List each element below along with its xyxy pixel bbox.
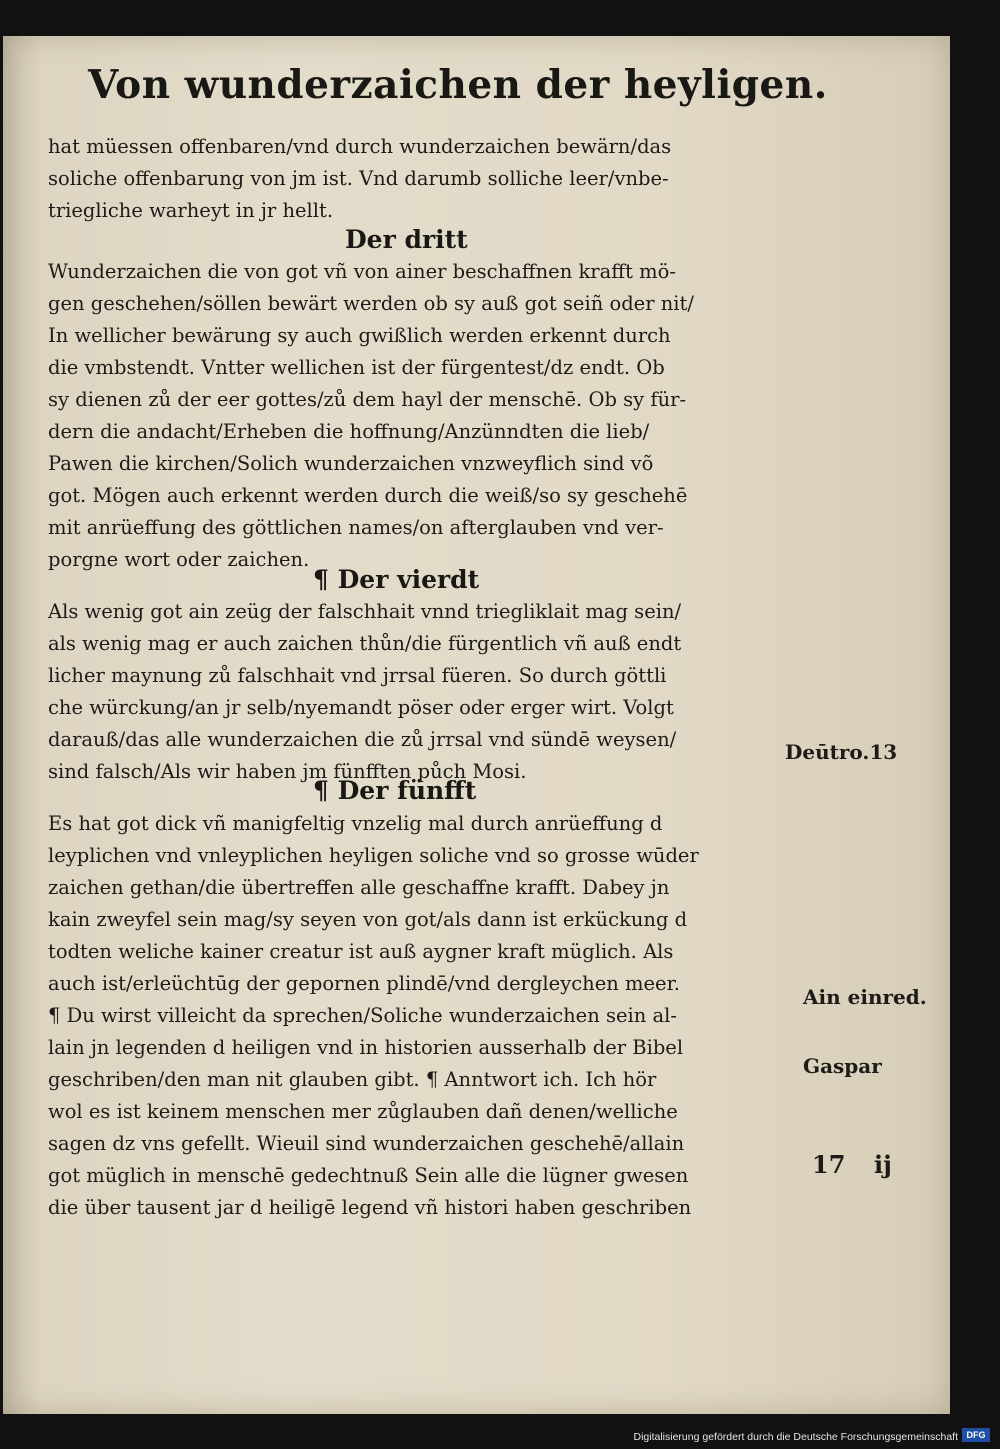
margin-note-deuteronomy: Deūtro.13 <box>785 740 898 764</box>
digitization-credit: Digitalisierung gefördert durch die Deutsche Forschungsgemeinschaft <box>633 1431 958 1443</box>
text-line: lain jn legenden d heiligen vnd in historien ausserhalb der Bibel <box>48 1036 684 1059</box>
text-line: auch ist/erleüchtūg der gepornen plindē/vnd dergleychen meer. <box>48 972 680 995</box>
text-line: sind falsch/Als wir haben jm fünfften půch Mosi. <box>48 760 527 783</box>
text-line: Es hat got dick vñ manigfeltig vnzelig mal durch anrüeffung d <box>48 812 663 835</box>
running-header: Von wunderzaichen der heyligen. <box>88 62 828 108</box>
text-line: sagen dz vns gefellt. Wieuil sind wunderzaichen geschehē/allain <box>48 1132 685 1155</box>
text-line: mit anrüeffung des göttlichen names/on afterglauben vnd ver- <box>48 516 664 539</box>
text-line: wol es ist keinem menschen mer zůglauben dañ denen/welliche <box>48 1100 678 1123</box>
text-line: triegliche warheyt in jr hellt. <box>48 199 334 222</box>
text-line: kain zweyfel sein mag/sy seyen von got/als dann ist erkückung d <box>48 908 688 931</box>
text-line: got müglich in menschē gedechtnuß Sein alle die lügner gwesen <box>48 1164 689 1187</box>
text-line: got. Mögen auch erkennt werden durch die weiß/so sy geschehē <box>48 484 688 507</box>
margin-note-objection: Ain einred. <box>803 985 927 1009</box>
text-line: die vmbstendt. Vntter wellichen ist der fürgentest/dz endt. Ob <box>48 356 665 379</box>
text-line: sy dienen zů der eer gottes/zů dem hayl der menschē. Ob sy für- <box>48 388 687 411</box>
section-heading-vierdt: ¶ Der vierdt <box>313 565 480 594</box>
text-line: dern die andacht/Erheben die hoffnung/Anzünndten die lieb/ <box>48 420 650 443</box>
text-line: In wellicher bewärung sy auch gwißlich werden erkennt durch <box>48 324 671 347</box>
text-line: todten weliche kainer creatur ist auß aygner kraft müglich. Als <box>48 940 674 963</box>
text-line: ¶ Du wirst villeicht da sprechen/Soliche wunderzaichen sein al- <box>48 1004 677 1027</box>
signature-mark-sub: ij <box>874 1150 892 1179</box>
text-line: geschriben/den man nit glauben gibt. ¶ Anntwort ich. Ich hör <box>48 1068 657 1091</box>
text-line: che würckung/an jr selb/nyemandt pöser oder erger wirt. Volgt <box>48 696 674 719</box>
section-heading-dritt: Der dritt <box>345 225 468 254</box>
text-line: Wunderzaichen die von got vñ von ainer beschaffnen krafft mö- <box>48 260 676 283</box>
text-line: soliche offenbarung von jm ist. Vnd darumb solliche leer/vnbe- <box>48 167 669 190</box>
margin-note-gaspar: Gaspar <box>803 1054 882 1078</box>
dfg-logo: DFG <box>962 1428 990 1442</box>
section-heading-fuenfft: ¶ Der fünfft <box>313 776 477 805</box>
text-line: leyplichen vnd vnleyplichen heyligen soliche vnd so grosse wūder <box>48 844 699 867</box>
text-line: licher maynung zů falschhait vnd jrrsal füeren. So durch göttli <box>48 664 667 687</box>
text-line: gen geschehen/söllen bewärt werden ob sy auß got seiñ oder nit/ <box>48 292 694 315</box>
text-line: die über tausent jar d heiligē legend vñ histori haben geschriben <box>48 1196 692 1219</box>
text-line: Als wenig got ain zeüg der falschhait vnnd triegliklait mag sein/ <box>48 600 682 623</box>
signature-mark: 17 <box>812 1150 846 1179</box>
text-line: darauß/das alle wunderzaichen die zů jrrsal vnd sündē weysen/ <box>48 728 677 751</box>
text-line: hat müessen offenbaren/vnd durch wunderzaichen bewärn/das <box>48 135 672 158</box>
text-line: zaichen gethan/die übertreffen alle geschaffne krafft. Dabey jn <box>48 876 670 899</box>
text-line: als wenig mag er auch zaichen thůn/die fürgentlich vñ auß endt <box>48 632 682 655</box>
text-line: Pawen die kirchen/Solich wunderzaichen vnzweyflich sind võ <box>48 452 654 475</box>
text-line: porgne wort oder zaichen. <box>48 548 310 571</box>
